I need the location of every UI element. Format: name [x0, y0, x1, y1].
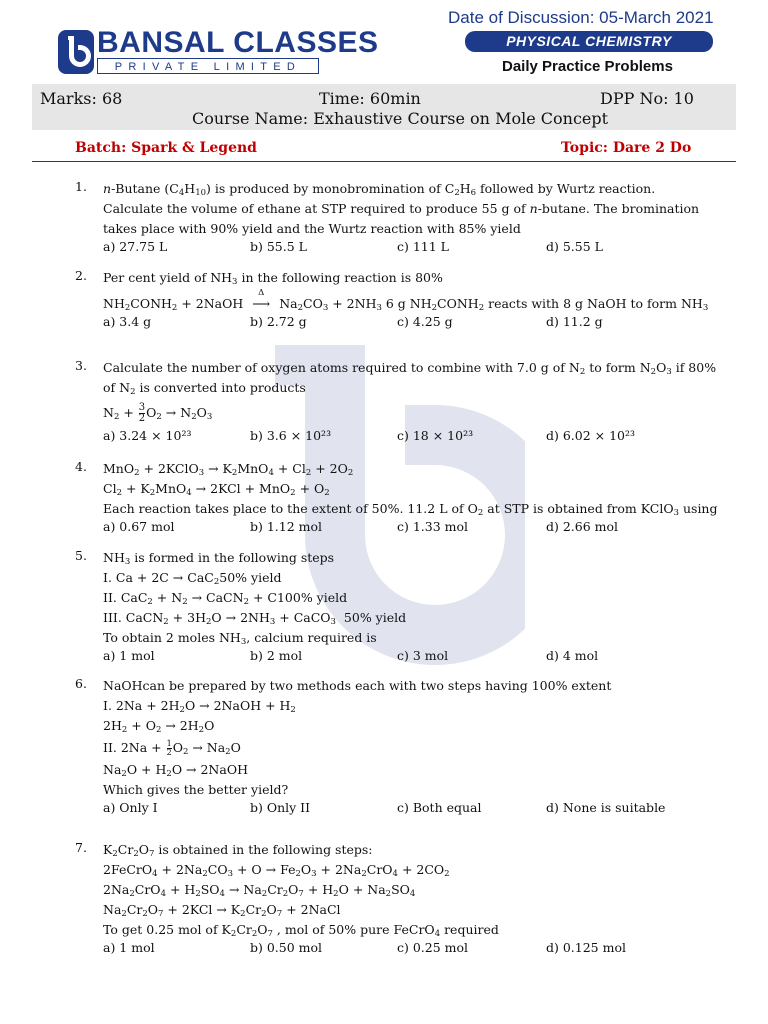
option-a[interactable]: a) 3.24 × 10²³	[103, 428, 192, 443]
option-a[interactable]: a) Only I	[103, 800, 158, 815]
discussion-date: Date of Discussion: 05-March 2021	[448, 8, 714, 27]
option-c[interactable]: c) 3 mol	[397, 648, 449, 663]
question-body: Per cent yield of $NH_3$ in the following reaction is 80% $NH_2CONH_2$ + 2NaOH Δ ⟶ $Na_2CO_3 + 2NH_3$ 6 g $NH_2CONH_2$ reacts with 8 g NaOH to form $NH_3$ a) 3.4 g b) 2.72 g c) 4.25 g d) 11.2 g	[103, 268, 708, 334]
batch-row	[32, 135, 736, 162]
question-number: 7.	[75, 840, 87, 855]
option-c[interactable]: c) 0.25 mol	[397, 940, 469, 955]
options	[103, 314, 708, 334]
option-d[interactable]: d) 5.55 L	[546, 239, 603, 254]
question-number: 4.	[75, 459, 87, 474]
topic-label: Topic: Dare 2 Do	[561, 140, 692, 156]
question-body: NaOHcan be prepared by two methods each with two steps having 100% extent I. $2Na + 2H_2O$ → 2NaOH + $H_2$ $2H_2 + O_2 \to 2H_2O$ II. 2Na + $\frac{1}{2}$ $O_2 \to Na_2O$ $Na_2O + H_2O$ → 2NaOH Which gives the better yield? a) Only I b) Only II c) Both equal d) None is suitable	[103, 676, 611, 820]
options	[103, 428, 716, 448]
options	[103, 519, 718, 539]
brand-subtitle: PRIVATE LIMITED	[97, 58, 319, 74]
option-a[interactable]: a) 0.67 mol	[103, 519, 175, 534]
option-b[interactable]: b) 2.72 g	[250, 314, 307, 329]
series-title: Daily Practice Problems	[502, 58, 673, 75]
course-name: Course Name: Exhaustive Course on Mole Concept	[192, 109, 609, 128]
options	[103, 940, 626, 960]
option-c[interactable]: c) 1.33 mol	[397, 519, 469, 534]
question-number: 1.	[75, 179, 87, 194]
option-a[interactable]: a) 1 mol	[103, 648, 155, 663]
option-c[interactable]: c) Both equal	[397, 800, 482, 815]
option-d[interactable]: d) 2.66 mol	[546, 519, 619, 534]
option-b[interactable]: b) 1.12 mol	[250, 519, 323, 534]
option-c[interactable]: c) 111 L	[397, 239, 449, 254]
question-number: 5.	[75, 548, 87, 563]
option-a[interactable]: a) 27.75 L	[103, 239, 168, 254]
option-c[interactable]: c) 4.25 g	[397, 314, 453, 329]
question-body: $NH_3$ is formed in the following steps I. Ca + 2C → CaC$_2$50% yield II. $CaC_2 + N_2$ → CaCN$_2$ + C100% yield III. CaCN$_2$ + $3H_2O \to 2NH_3$ + CaCO$_3$ 50% yield To obtain 2 moles $NH_3$, calcium required is a) 1 mol b) 2 mol c) 3 mol d) 4 mol	[103, 548, 406, 668]
option-d[interactable]: d) 4 mol	[546, 648, 599, 663]
option-d[interactable]: d) 0.125 mol	[546, 940, 626, 955]
marks: Marks: 68	[40, 89, 123, 108]
dpp-number: DPP No: 10	[600, 89, 694, 108]
brand-name: BANSAL CLASSES	[97, 26, 379, 59]
subject-badge: PHYSICAL CHEMISTRY	[465, 31, 713, 52]
question-number: 6.	[75, 676, 87, 691]
option-b[interactable]: b) 2 mol	[250, 648, 303, 663]
options	[103, 648, 599, 668]
option-b[interactable]: b) 0.50 mol	[250, 940, 323, 955]
question-body: n-Butane $(C_4H_{10})$ is produced by monobromination of $C_2H_6$ followed by Wurtz reaction. Calculate the volume of ethane at STP required to produce 55 g of n-butane. The bromination takes place with 90% yield and the Wurtz reaction with 85% yield a) 27.75 L b) 55.5 L c) 111 L d) 5.55 L	[103, 179, 699, 259]
question-number: 2.	[75, 268, 87, 283]
batch-label: Batch: Spark & Legend	[75, 140, 257, 156]
option-b[interactable]: b) 3.6 × 10²³	[250, 428, 332, 443]
option-a[interactable]: a) 1 mol	[103, 940, 155, 955]
question-body: MnO$_2$ + 2KClO$_3$ → $K_2MnO_4 + Cl_2 + 2O_2$ $Cl_2 + K_2MnO_4 \to 2KCl + MnO_2 + O_2$ Each reaction takes place to the extent of 50%. 11.2 L of $O_2$ at STP is obtained from KClO$_3$ using a) 0.67 mol b) 1.12 mol c) 1.33 mol d) 2.66 mol	[103, 459, 718, 539]
options	[103, 239, 699, 259]
options	[103, 800, 666, 820]
option-b[interactable]: b) Only II	[250, 800, 311, 815]
question-number: 3.	[75, 358, 87, 373]
question-body: $K_2Cr_2O_7$ is obtained in the following steps: 2FeCrO$_4$ + $2Na_2CO_3 + O \to Fe_2O_3 + 2Na_2CrO_4 + 2CO_2$ $2Na_2CrO_4 + H_2SO_4 \to Na_2Cr_2O_7 + H_2O + Na_2SO_4$ $Na_2Cr_2O_7 + 2KCl \to K_2Cr_2O_7$ + 2NaCl To get 0.25 mol of $K_2Cr_2O_7$ , mol of 50% pure FeCrO$_4$ required a) 1 mol b) 0.50 mol c) 0.25 mol d) 0.125 mol	[103, 840, 499, 960]
option-b[interactable]: b) 55.5 L	[250, 239, 307, 254]
question-body: Calculate the number of oxygen atoms required to combine with 7.0 g of $N_2$ to form $N_2O_3$ if 80% of $N_2$ is converted into products $N_2$ + $\frac{3}{2}$ $O_2 \to N_2O_3$ a) 3.24 × 10²³ b) 3.6 × 10²³ c) 18 × 10²³ d) 6.02 × 10²³	[103, 358, 716, 448]
bansal-logo-icon	[58, 30, 94, 74]
option-d[interactable]: d) 6.02 × 10²³	[546, 428, 636, 443]
option-a[interactable]: a) 3.4 g	[103, 314, 152, 329]
option-d[interactable]: d) 11.2 g	[546, 314, 603, 329]
time: Time: 60min	[319, 89, 421, 108]
option-d[interactable]: d) None is suitable	[546, 800, 666, 815]
option-c[interactable]: c) 18 × 10²³	[397, 428, 474, 443]
